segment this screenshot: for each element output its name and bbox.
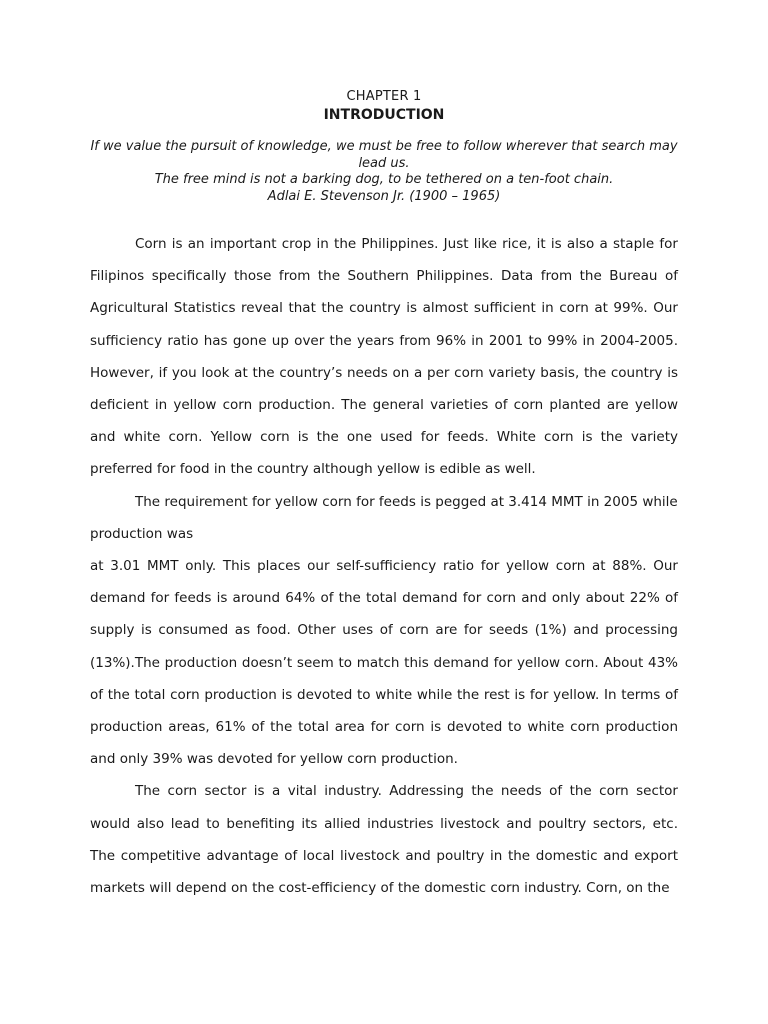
- paragraph-yellow-corn-production: at 3.01 MMT only. This places our self-sufficiency ratio for yellow corn at 88%. Our demand for feeds is around 64% of the total demand for corn and only about 22% of supply is consumed as food. Other uses of corn are for seeds (1%) and processing (13%).The production doesn’t seem to match this demand for yellow corn. About 43% of the total corn production is devoted to white while the rest is for yellow. In terms of production areas, 61% of the total area for corn is devoted to white corn production and only 39% was devoted for yellow corn production.: [90, 558, 678, 768]
- epigraph-attribution: Adlai E. Stevenson Jr. (1900 – 1965): [267, 188, 501, 204]
- paragraph-corn-sector: The corn sector is a vital industry. Addressing the needs of the corn sector would also lead to benefiting its allied industries livestock and poultry sectors, etc. The competitive advantage of local livestock and poultry in the domestic and export markets will depend on the cost-efficiency of the domestic corn industry. Corn, on the: [90, 783, 678, 897]
- paragraph-yellow-corn-requirement: The requirement for yellow corn for feeds is pegged at 3.414 MMT in 2005 while production was: [90, 493, 678, 542]
- body-text: [90, 228, 678, 904]
- paragraph-corn-importance: Corn is an important crop in the Philippines. Just like rice, it is also a staple for Filipinos specifically those from the Southern Philippines. Data from the Bureau of Agricultural Statistics reveal that the country is almost sufficient in corn at 99%. Our sufficiency ratio has gone up over the years from 96% in 2001 to 99% in 2004-2005. However, if you look at the country’s needs on a per corn variety basis, the country is deficient in yellow corn production. The general varieties of corn planted are yellow and white corn. Yellow corn is the one used for feeds. White corn is the variety preferred for food in the country although yellow is edible as well.: [90, 236, 678, 478]
- epigraph-line-1: If we value the pursuit of knowledge, we must be free to follow wherever that search may lead us.: [90, 139, 678, 171]
- chapter-title: INTRODUCTION: [323, 107, 445, 123]
- epigraph-quote: [90, 139, 678, 205]
- chapter-label: CHAPTER 1: [346, 89, 422, 104]
- epigraph-line-2: The free mind is not a barking dog, to be tethered on a ten-foot chain.: [154, 172, 614, 187]
